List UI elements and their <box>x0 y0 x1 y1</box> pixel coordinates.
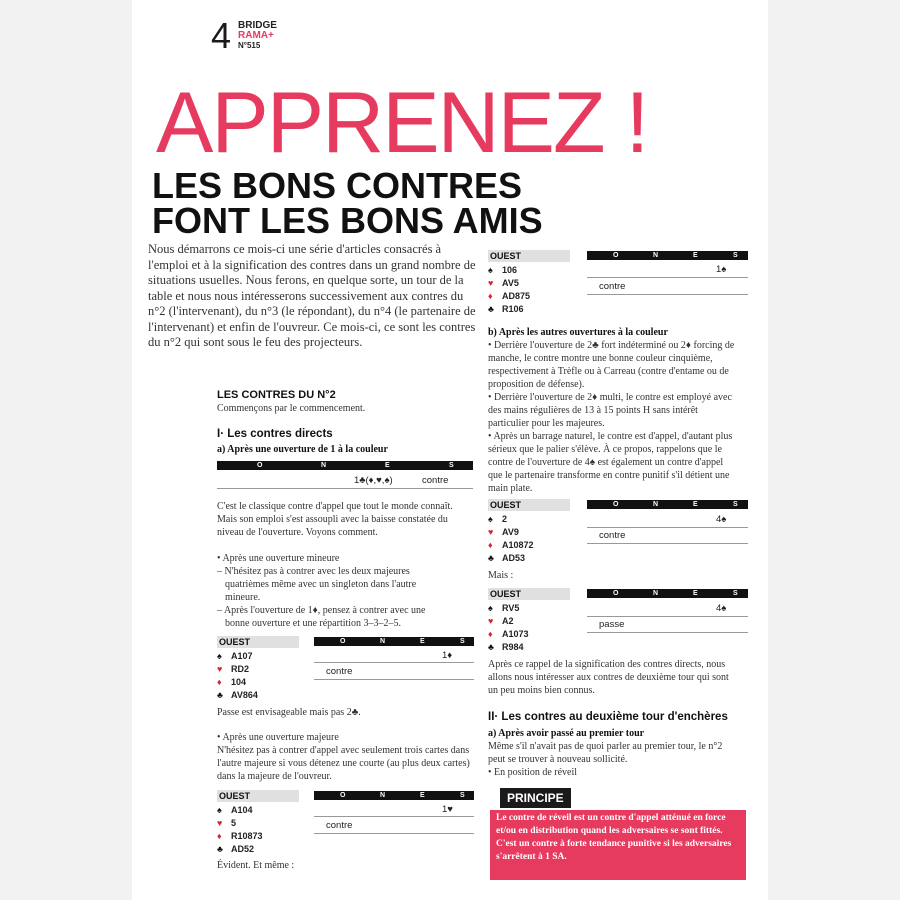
bullet: bonne ouverture et une répartition 3–3–2–5. <box>225 618 402 629</box>
paragraph: Même s'il n'avait pas de quoi parler au premier tour, le n°2 peut se trouver à nouveau sollicité. <box>488 741 723 765</box>
bid-cell: contre <box>326 666 353 677</box>
page-number: 4 <box>211 15 232 56</box>
hand-label: OUEST <box>488 250 570 262</box>
bid-row-line <box>587 632 748 633</box>
subtitle-line-2: FONT LES BONS AMIS <box>152 200 543 241</box>
bid-cell: contre <box>599 530 626 541</box>
subheading-other-openings: b) Après les autres ouvertures à la couleur <box>488 327 668 338</box>
heart-icon: ♥ <box>488 616 494 626</box>
paragraph: • Après une ouverture majeure <box>217 732 339 743</box>
bid-table-header: O N E S <box>587 589 748 598</box>
intro-paragraph: Nous démarrons ce mois-ci une série d'articles consacrés à l'emploi et à la signification des contres dans un grand nombre de situations usuelles. Nous ferons, en quelque sorte, un tour de la table et nous nous intéresserons successivement aux contres du n°2 (l'intervenant), du n°3 (le répondant), du n°4 (le partenaire de l'intervenant) et enfin de l'ouvreur. Ce mois-ci, ce sont les contres du n°2 qui sont sous le feu des projecteurs. <box>148 242 476 349</box>
bid-col-e: E <box>385 462 390 469</box>
heading-direct-doubles: I· Les contres directs <box>217 428 333 440</box>
bid-table-header: O N E S <box>587 251 748 260</box>
spade-icon: ♠ <box>488 265 493 275</box>
bid-col-n: N <box>321 462 327 469</box>
principe-title: PRINCIPE <box>500 788 571 808</box>
hand-diamonds: ♦ A10872 <box>488 540 534 550</box>
hand-spades: ♠ 2 <box>488 514 508 524</box>
bid-row-line <box>314 679 474 680</box>
bid-row-line <box>314 833 474 834</box>
hand-clubs: ♣ AV864 <box>217 690 258 700</box>
bullet: mineure. <box>225 592 261 603</box>
diamond-icon: ♦ <box>488 291 493 301</box>
hand-label: OUEST <box>217 636 299 648</box>
hand-clubs: ♣ R984 <box>488 642 524 652</box>
hand-spades: ♠ A107 <box>217 651 253 661</box>
bid-table-header: O N E S <box>314 637 474 646</box>
bid-row-line <box>587 277 748 278</box>
hand-hearts: ♥ AV9 <box>488 527 519 537</box>
diamond-icon: ♦ <box>488 540 493 550</box>
bid-row-line <box>587 543 748 544</box>
heart-icon: ♥ <box>217 664 223 674</box>
hand-label: OUEST <box>488 499 570 511</box>
spade-icon: ♠ <box>488 514 493 524</box>
hand-spades: ♠ 106 <box>488 265 518 275</box>
hand-clubs: ♣ R106 <box>488 304 524 314</box>
subheading-one-level: a) Après une ouverture de 1 à la couleur <box>217 444 388 455</box>
hand-diamonds: ♦ R10873 <box>217 831 263 841</box>
heart-icon: ♥ <box>488 278 494 288</box>
paragraph: Évident. Et même : <box>217 860 295 871</box>
paragraph: Passe est envisageable mais pas 2♣. <box>217 707 361 718</box>
bullet: – N'hésitez pas à contrer avec les deux majeures <box>217 566 410 577</box>
paragraph: • Après un barrage naturel, le contre est d'appel, d'autant plus sérieux que le palier s'élève. À ce propos, rappelons que le contre de l'ouverture de 4♠ est également un contre d'appel que le partenaire transforme en contre punitif s'il détient une main plate. <box>488 431 733 494</box>
heart-icon: ♥ <box>217 818 223 828</box>
bid-cell: 1♠ <box>716 264 727 275</box>
diamond-icon: ♦ <box>217 831 222 841</box>
diamond-icon: ♦ <box>217 677 222 687</box>
subheading-passed: a) Après avoir passé au premier tour <box>488 728 645 739</box>
bullet: quatrièmes même avec un singleton dans l'autre <box>225 579 417 590</box>
diamond-icon: ♦ <box>488 629 493 639</box>
hand-label: OUEST <box>217 790 299 802</box>
bid-col-s: S <box>449 462 454 469</box>
hand-diamonds: ♦ 104 <box>217 677 247 687</box>
bid-col-o: O <box>257 462 263 469</box>
paragraph: N'hésitez pas à contrer d'appel avec seulement trois cartes dans l'autre majeure si vous détenez une courte (au plus deux cartes) dans la majeure de l'ouvreur. <box>217 745 470 782</box>
bid-cell: 4♠ <box>716 514 727 525</box>
spade-icon: ♠ <box>217 805 222 815</box>
bid-table-header <box>217 461 473 470</box>
bid-cell: 1♥ <box>442 804 453 815</box>
bid-row-line <box>587 527 748 528</box>
club-icon: ♣ <box>488 553 494 563</box>
bid-table-header: O N E S <box>587 500 748 509</box>
hand-label: OUEST <box>488 588 570 600</box>
heart-icon: ♥ <box>488 527 494 537</box>
brand-name: BRIDGE <box>238 20 277 31</box>
hand-diamonds: ♦ AD875 <box>488 291 531 301</box>
hand-hearts: ♥ RD2 <box>217 664 250 674</box>
bullet: – Après l'ouverture de 1♦, pensez à contrer avec une <box>217 605 426 616</box>
spade-icon: ♠ <box>217 651 222 661</box>
hand-hearts: ♥ A2 <box>488 616 514 626</box>
bid-row-line <box>314 662 474 663</box>
bid-cell: contre <box>422 475 449 486</box>
paragraph: C'est le classique contre d'appel que tout le monde connaît. Mais son emploi s'est assoupli avec la baisse constatée du niveau de l'ouverture. Voyons comment. <box>217 501 453 538</box>
section-intro: Commençons par le commencement. <box>217 403 366 414</box>
paragraph: • En position de réveil <box>488 767 578 778</box>
hand-spades: ♠ A104 <box>217 805 253 815</box>
hand-clubs: ♣ AD53 <box>488 553 526 563</box>
hand-hearts: ♥ 5 <box>217 818 237 828</box>
subtitle-line-1: LES BONS CONTRES <box>152 165 523 206</box>
bullet: • Après une ouverture mineure <box>217 553 340 564</box>
club-icon: ♣ <box>488 304 494 314</box>
bid-cell: 1♣(♦,♥,♠) <box>354 475 393 486</box>
bid-cell: contre <box>599 281 626 292</box>
hand-diamonds: ♦ A1073 <box>488 629 529 639</box>
club-icon: ♣ <box>217 844 223 854</box>
bid-row-line <box>217 488 473 489</box>
magazine-page <box>132 0 768 900</box>
club-icon: ♣ <box>488 642 494 652</box>
bid-cell: 4♠ <box>716 603 727 614</box>
bid-row-line <box>314 816 474 817</box>
bid-row-line <box>587 616 748 617</box>
page-title: APPRENEZ ! <box>156 75 648 171</box>
bid-cell: contre <box>326 820 353 831</box>
section-title: LES CONTRES DU N°2 <box>217 389 336 401</box>
paragraph: • Derrière l'ouverture de 2♦ multi, le contre est employé avec des mains régulières de 13 à 15 points H sans intérêt particulier pour les majeures. <box>488 392 732 429</box>
spade-icon: ♠ <box>488 603 493 613</box>
bid-row-line <box>587 294 748 295</box>
hand-hearts: ♥ AV5 <box>488 278 519 288</box>
bid-cell: passe <box>599 619 625 630</box>
heading-second-round: II· Les contres au deuxième tour d'enchères <box>488 711 728 723</box>
bid-table-header: O N E S <box>314 791 474 800</box>
brand-suffix: RAMA+ <box>238 30 274 41</box>
hand-clubs: ♣ AD52 <box>217 844 255 854</box>
club-icon: ♣ <box>217 690 223 700</box>
paragraph: • Derrière l'ouverture de 2♣ fort indéterminé ou 2♦ forcing de manche, le contre montre une bonne couleur cinquième, respectivement à Trèfle ou à Carreau (contre d'entame ou de proposition de défense). <box>488 340 735 390</box>
paragraph: Mais : <box>488 570 514 581</box>
principe-text: Le contre de réveil est un contre d'appel atténué en force et/ou en distribution quand les adversaires se sont fittés. C'est un contre à forte tendance punitive si les adversaires s'arrêtent à 1 SA. <box>496 813 732 862</box>
bid-cell: 1♦ <box>442 650 453 661</box>
issue-number: N°515 <box>238 41 261 50</box>
hand-spades: ♠ RV5 <box>488 603 520 613</box>
paragraph: Après ce rappel de la signification des contres directs, nous allons nous intéresser aux contres de deuxième tour qui sont un peu moins bien connus. <box>488 659 729 696</box>
